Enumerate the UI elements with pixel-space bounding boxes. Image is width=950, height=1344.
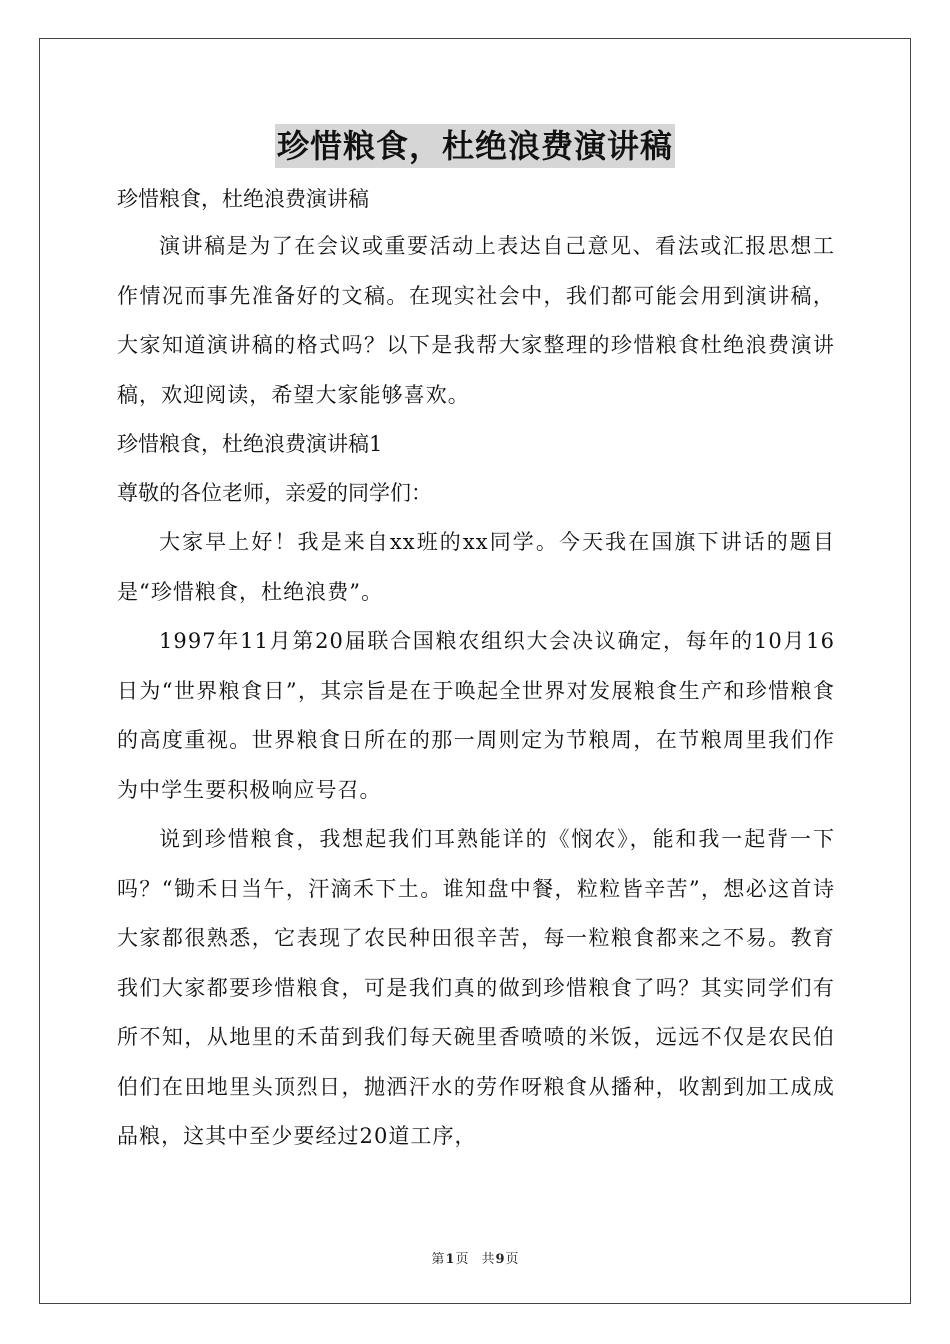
body-paragraph-2: 1997年11月第20届联合国粮农组织大会决议确定，每年的10月16日为“世界粮食日”，其宗旨是在于唤起全世界对发展粮食生产和珍惜粮食的高度重视。世界粮食日所在的那一周则定为节粮周，在节粮周里我们作为中学生要积极响应号召。 xyxy=(117,629,835,802)
footer-page-prefix: 第 xyxy=(431,1252,445,1267)
body-paragraph-1: 大家早上好！我是来自xx班的xx同学。今天我在国旗下讲话的题目是“珍惜粮食，杜绝浪费”。 xyxy=(117,530,835,604)
title-container xyxy=(0,124,950,168)
footer-page-current: 1 xyxy=(445,1252,455,1267)
intro-paragraph: 演讲稿是为了在会议或重要活动上表达自己意见、看法或汇报思想工作情况而事先准备好的文稿。在现实社会中，我们都可能会用到演讲稿，大家知道演讲稿的格式吗？以下是我帮大家整理的珍惜粮食杜绝浪费演讲稿，欢迎阅读，希望大家能够喜欢。 xyxy=(117,234,835,407)
section-heading: 珍惜粮食，杜绝浪费演讲稿1 xyxy=(117,432,383,456)
document-title: 珍惜粮食，杜绝浪费演讲稿 xyxy=(275,124,675,168)
page-footer xyxy=(0,1248,950,1267)
body-paragraph-3: 说到珍惜粮食，我想起我们耳熟能详的《悯农》，能和我一起背一下吗？“锄禾日当午，汗滴禾下土。谁知盘中餐，粒粒皆辛苦”，想必这首诗大家都很熟悉，它表现了农民种田很辛苦，每一粒粮食都来之不易。教育我们大家都要珍惜粮食，可是我们真的做到珍惜粮食了吗？其实同学们有所不知，从地里的禾苗到我们每天碗里香喷喷的米饭，远远不仅是农民伯伯们在田地里头顶烈日，抛洒汗水的劳作呀粮食从播种，收割到加工成成品粮，这其中至少要经过20道工序， xyxy=(117,827,835,1148)
salutation: 尊敬的各位老师，亲爱的同学们： xyxy=(117,481,432,505)
document-body xyxy=(117,178,835,1162)
footer-page-mid: 页 共 xyxy=(455,1252,495,1267)
footer-page-total: 9 xyxy=(495,1252,505,1267)
document-subtitle: 珍惜粮食，杜绝浪费演讲稿 xyxy=(117,187,369,211)
footer-page-suffix: 页 xyxy=(505,1252,519,1267)
